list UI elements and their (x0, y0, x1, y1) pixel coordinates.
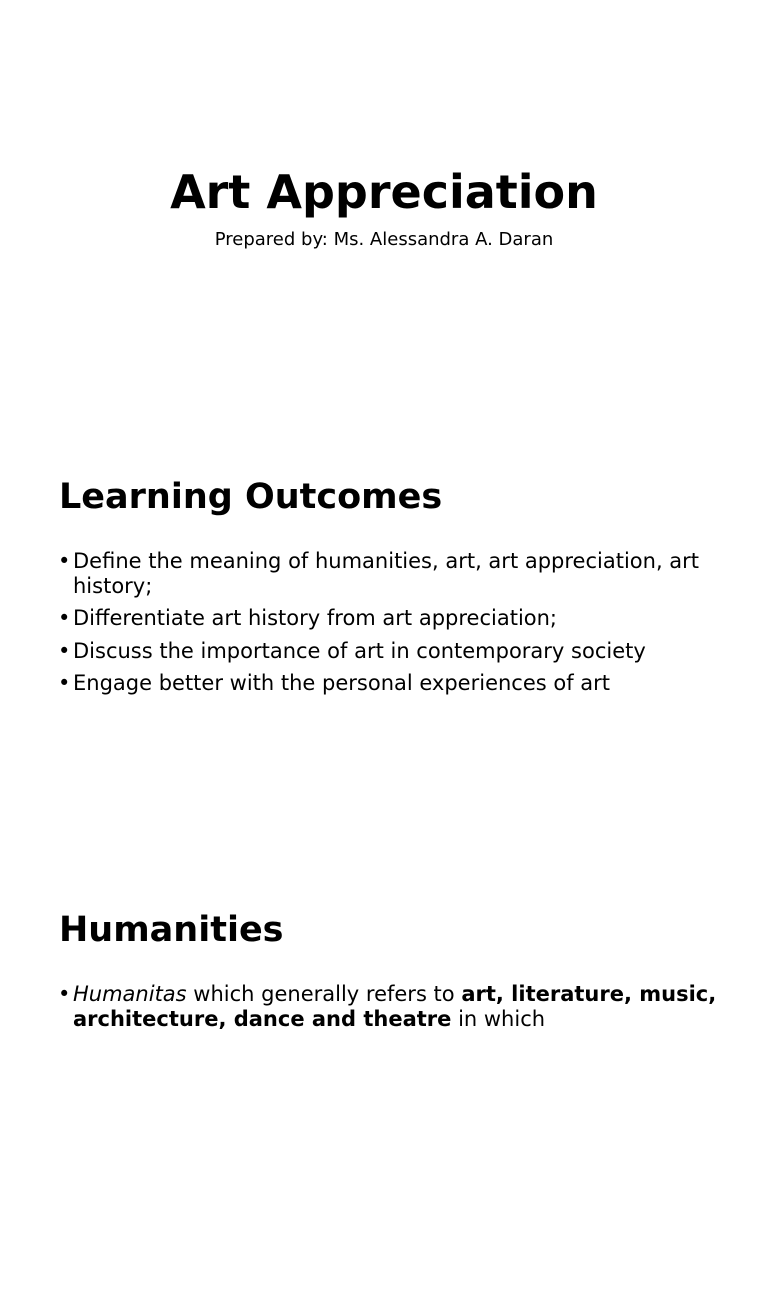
list-item-text: Engage better with the personal experiences of art (73, 671, 611, 695)
humanitas-term: Humanitas (73, 982, 187, 1006)
list-item-text: Differentiate art history from art appreciation; (73, 606, 558, 630)
bullet-icon: • (58, 638, 71, 663)
learning-outcomes-list (58, 549, 718, 704)
humanities-slide (0, 864, 768, 1296)
text-segment: in which (451, 1006, 546, 1031)
list-item (58, 549, 718, 598)
list-item-text: Define the meaning of humanities, art, art appreciation, art history; (73, 549, 700, 598)
presentation-title: Art Appreciation (170, 165, 598, 219)
text-segment: which generally refers to (186, 982, 462, 1006)
list-item (58, 639, 718, 664)
humanities-list (58, 982, 718, 1039)
humanities-heading: Humanities (59, 910, 284, 950)
bullet-icon: • (58, 982, 71, 1006)
list-item (58, 606, 718, 631)
list-item-text: Discuss the importance of art in contemporary society (73, 638, 646, 663)
presenter-subtitle: Prepared by: Ms. Alessandra A. Daran (214, 229, 554, 250)
list-item (58, 671, 718, 696)
bold-segment: art, literature, music, architecture, dance and theatre (73, 982, 717, 1031)
bullet-icon: • (58, 606, 71, 630)
bullet-icon: • (58, 549, 71, 573)
bullet-icon: • (58, 671, 71, 695)
learning-outcomes-heading: Learning Outcomes (59, 477, 443, 517)
list-item-text (73, 982, 716, 1031)
learning-outcomes-slide (0, 432, 768, 864)
title-slide (0, 0, 768, 432)
